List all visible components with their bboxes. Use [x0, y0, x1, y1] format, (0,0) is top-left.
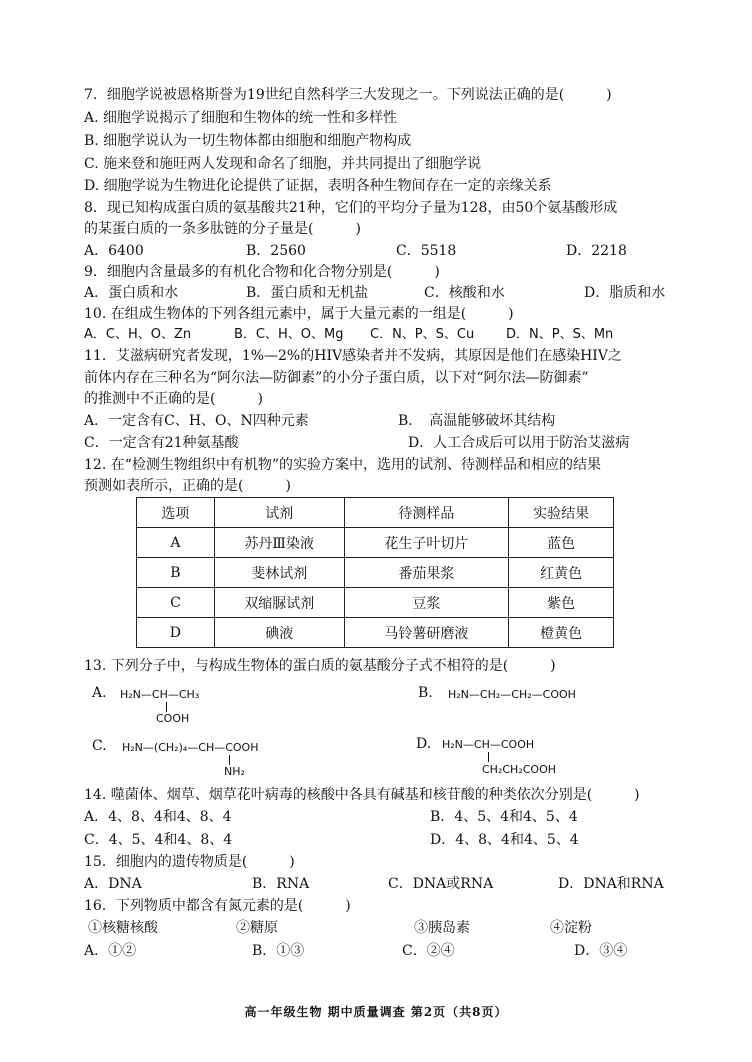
question-8-option-b: B．2560 — [246, 243, 306, 259]
question-15-stem: 15．细胞内的遗传物质是( ) — [84, 854, 295, 870]
formula-b-main: H₂N—CH₂—CH₂—COOH — [448, 688, 576, 701]
question-13-stem: 13. 下列分子中，与构成生物体的蛋白质的氨基酸分子式不相符的是( ) — [84, 658, 556, 674]
question-14-option-a: A．4、8、4和4、8、4 — [84, 809, 232, 825]
table-cell: 豆浆 — [344, 588, 509, 618]
question-7-stem: 7．细胞学说被恩格斯誉为19世纪自然科学三大发现之一。下列说法正确的是( ) — [84, 87, 612, 103]
experiment-table — [136, 497, 614, 648]
question-10-option-c: C．N、P、S、Cu — [370, 327, 475, 342]
question-12-stem-line1: 12. 在“检测生物组织中有机物”的实验方案中，选用的试剂、待测样品和相应的结果 — [84, 457, 602, 473]
question-16-item-3: ③胰岛素 — [414, 920, 470, 936]
table-cell: 橙黄色 — [509, 618, 614, 648]
question-16-option-d: D．③④ — [574, 943, 628, 959]
question-8-stem-line2: 的某蛋白质的一条多肽链的分子量是( ) — [84, 221, 361, 237]
question-16-option-c: C．②④ — [402, 943, 455, 959]
table-row — [137, 558, 614, 588]
table-row — [137, 528, 614, 558]
question-11-stem-line1: 11．艾滋病研究者发现，1%—2%的HIV感染者并不发病，其原因是他们在感染HIV之 — [84, 348, 622, 364]
table-cell: 红黄色 — [509, 558, 614, 588]
question-16-item-2: ②糖原 — [236, 920, 278, 936]
table-cell: 紫色 — [509, 588, 614, 618]
question-10-option-d: D．N、P、S、Mn — [506, 327, 614, 342]
formula-c-main: H₂N—(CH₂)₄—CH—COOH — [122, 741, 259, 754]
question-16-option-b: B．①③ — [252, 943, 305, 959]
question-9-option-a: A．蛋白质和水 — [84, 285, 179, 301]
table-header: 实验结果 — [509, 498, 614, 528]
question-16-item-4: ④淀粉 — [550, 920, 592, 936]
table-cell: 双缩脲试剂 — [214, 588, 344, 618]
question-14-stem: 14. 噬菌体、烟草、烟草花叶病毒的核酸中各具有碱基和核苷酸的种类依次分别是( ) — [84, 787, 640, 803]
formula-a-bond — [166, 702, 167, 712]
table-cell: 碘液 — [214, 618, 344, 648]
question-9-option-c: C．核酸和水 — [424, 285, 505, 301]
question-13-label-a: A. — [92, 685, 107, 701]
formula-c-sub: NH₂ — [224, 765, 245, 778]
question-16-item-1: ①核糖核酸 — [88, 920, 158, 936]
question-8-option-a: A．6400 — [84, 243, 144, 259]
question-14-option-c: C．4、5、4和4、8、4 — [84, 832, 233, 848]
question-10-stem: 10. 在组成生物体的下列各组元素中，属于大量元素的一组是( ) — [84, 306, 514, 322]
table-cell: C — [137, 588, 215, 618]
question-15-option-c: C．DNA或RNA — [388, 876, 494, 892]
question-7-option-c: C. 施来登和施旺两人发现和命名了细胞，并共同提出了细胞学说 — [84, 156, 482, 172]
question-11-stem-line3: 的推测中不正确的是( ) — [84, 391, 263, 407]
table-cell: D — [137, 618, 215, 648]
table-header: 待测样品 — [344, 498, 509, 528]
formula-d-bond — [488, 752, 489, 762]
table-cell: 番茄果浆 — [344, 558, 509, 588]
table-cell: 花生子叶切片 — [344, 528, 509, 558]
question-14-option-d: D．4、8、4和4、5、4 — [430, 832, 579, 848]
table-cell: 斐林试剂 — [214, 558, 344, 588]
table-cell: A — [137, 528, 215, 558]
question-10-option-b: B．C、H、O、Mg — [234, 327, 344, 342]
question-10-option-a: A．C、H、O、Zn — [84, 327, 192, 342]
question-12-stem-line2: 预测如表所示，正确的是( ) — [84, 478, 291, 494]
table-cell: 蓝色 — [509, 528, 614, 558]
question-13-label-b: B. — [418, 685, 433, 701]
table-row — [137, 588, 614, 618]
table-cell: 马铃薯研磨液 — [344, 618, 509, 648]
question-14-option-b: B．4、5、4和4、5、4 — [430, 809, 578, 825]
question-11-option-b: B． 高温能够破坏其结构 — [398, 413, 556, 429]
page-footer: 高一年级生物 期中质量调查 第2页（共8页） — [244, 1005, 508, 1019]
question-15-option-b: B．RNA — [252, 876, 310, 892]
table-row — [137, 618, 614, 648]
question-8-option-d: D．2218 — [566, 243, 627, 259]
table-cell: B — [137, 558, 215, 588]
question-13-label-c: C. — [92, 738, 107, 754]
question-8-stem-line1: 8．现已知构成蛋白质的氨基酸共21种，它们的平均分子量为128，由50个氨基酸形成 — [84, 200, 618, 216]
formula-d-main: H₂N—CH—COOH — [442, 738, 535, 751]
question-9-option-d: D．脂质和水 — [584, 285, 666, 301]
question-11-option-d: D．人工合成后可以用于防治艾滋病 — [408, 435, 630, 451]
table-header: 试剂 — [214, 498, 344, 528]
question-11-option-c: C．一定含有21种氨基酸 — [84, 435, 239, 451]
question-13-label-d: D. — [416, 736, 432, 752]
question-9-option-b: B．蛋白质和无机盐 — [246, 285, 369, 301]
formula-d-sub: CH₂CH₂COOH — [482, 763, 556, 776]
question-16-option-a: A．①② — [84, 943, 137, 959]
question-8-option-c: C．5518 — [396, 243, 457, 259]
question-9-stem: 9．细胞内含量最多的有机化合物和化合物分别是( ) — [84, 264, 440, 280]
question-7-option-a: A. 细胞学说揭示了细胞和生物体的统一性和多样性 — [84, 110, 398, 126]
formula-c-bond — [229, 755, 230, 765]
formula-a-sub: COOH — [156, 712, 190, 725]
question-15-option-a: A．DNA — [84, 876, 142, 892]
question-16-stem: 16．下列物质中都含有氮元素的是( ) — [84, 898, 351, 914]
formula-a-main: H₂N—CH—CH₃ — [120, 688, 200, 701]
question-7-option-b: B. 细胞学说认为一切生物体都由细胞和细胞产物构成 — [84, 133, 412, 149]
table-header: 选项 — [137, 498, 215, 528]
question-7-option-d: D. 细胞学说为生物进化论提供了证据，表明各种生物间存在一定的亲缘关系 — [84, 178, 552, 194]
question-11-stem-line2: 前体内存在三种名为“阿尔法—防御素”的小分子蛋白质，以下对“阿尔法—防御素” — [84, 370, 589, 386]
table-header-row — [137, 498, 614, 528]
table-cell: 苏丹Ⅲ染液 — [214, 528, 344, 558]
question-15-option-d: D．DNA和RNA — [558, 876, 664, 892]
question-11-option-a: A．一定含有C、H、O、N四种元素 — [84, 413, 309, 429]
